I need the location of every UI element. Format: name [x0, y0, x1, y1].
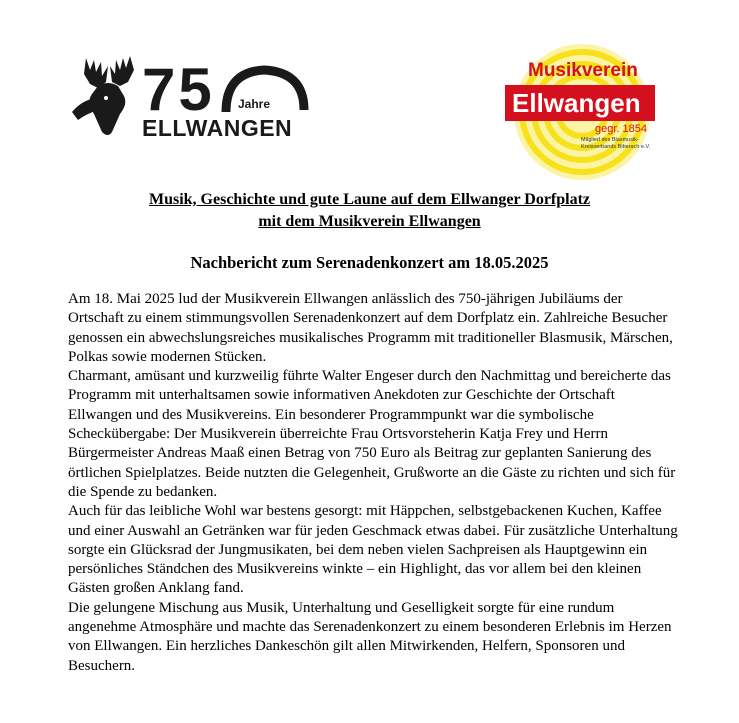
paragraph: Am 18. Mai 2025 lud der Musikverein Ellwangen anlässlich des 750-jährigen Jubiläums der Ortschaft zu einem stimmungsvollen Serenadenkonzert auf dem Dorfplatz ein. Zahlreiche Besucher genossen ein abwechslungsreiches musikalisches Programm mit traditioneller Blasmusik, Märschen, Polkas sowie modernen Stücken.: [68, 291, 673, 365]
city-label: ELLWANGEN: [142, 115, 293, 141]
document-title: [0, 189, 739, 233]
logo-name: Musikverein: [528, 60, 638, 81]
unit-label: Jahre: [238, 97, 271, 111]
musikverein-logo: [500, 40, 670, 180]
anniversary-logo: [68, 52, 313, 144]
paragraph: Charmant, amüsant und kurzweilig führte Walter Engeser durch den Nachmittag und bereicherte das Programm mit unterhaltsamen sowie informativen Anekdoten zur Geschichte der Ortschaft Ellwangen und des Musikvereins. Ein besonderer Programmpunkt war die symbolische Scheckübergabe: Der Musikverein überreichte Frau Ortsvorsteherin Katja Frey und Herrn Bürgermeister Andreas Maaß einen Betrag von 750 Euro als Beitrag zur geplanten Sanierung des örtlichen Spielplatzes. Beide nutzten die Gelegenheit, Grußworte an die Gäste zu richten und sich für die Spende zu bedanken.: [68, 368, 676, 500]
logo-city: Ellwangen: [512, 88, 641, 118]
title-line-1: Musik, Geschichte und gute Laune auf dem Ellwanger Dorfplatz: [148, 191, 591, 208]
document-subtitle: Nachbericht zum Serenadenkonzert am 18.05.2025: [190, 253, 549, 272]
logo-member-note: Mitglied des Blasmusik-Kreisverbands Biberach e.V.: [581, 137, 651, 150]
paragraph: Die gelungene Mischung aus Musik, Unterhaltung und Geselligkeit sorgte für eine rundum angenehme Atmosphäre und machte das Serenadenkonzert zu einem besonderen Erlebnis im Herzen von Ellwangen. Ein herzliches Dankeschön gilt allen Mitwirkenden, Helfern, Sponsoren und Besuchern.: [68, 599, 672, 674]
deer-head-icon: [68, 52, 313, 144]
title-line-2: mit dem Musikverein Ellwangen: [258, 213, 481, 230]
paragraph: Auch für das leibliche Wohl war bestens gesorgt: mit Häppchen, selbstgebackenen Kuchen, Kaffee und einer Auswahl an Getränken war für jeden Geschmack etwas dabei. Für zusätzliche Unterhaltung sorgte ein Glücksrad der Jungmusikaten, bei dem neben vielen Sachpreisen als Hauptgewinn ein persönliches Ständchen des Musikvereins winkte – ein Highlight, das vor allem bei den kleinen Gästen großen Anklang fand.: [68, 503, 678, 597]
article-body: [68, 290, 678, 676]
svg-text:75: 75: [142, 56, 215, 123]
logo-founded: gegr. 1854: [595, 123, 647, 135]
